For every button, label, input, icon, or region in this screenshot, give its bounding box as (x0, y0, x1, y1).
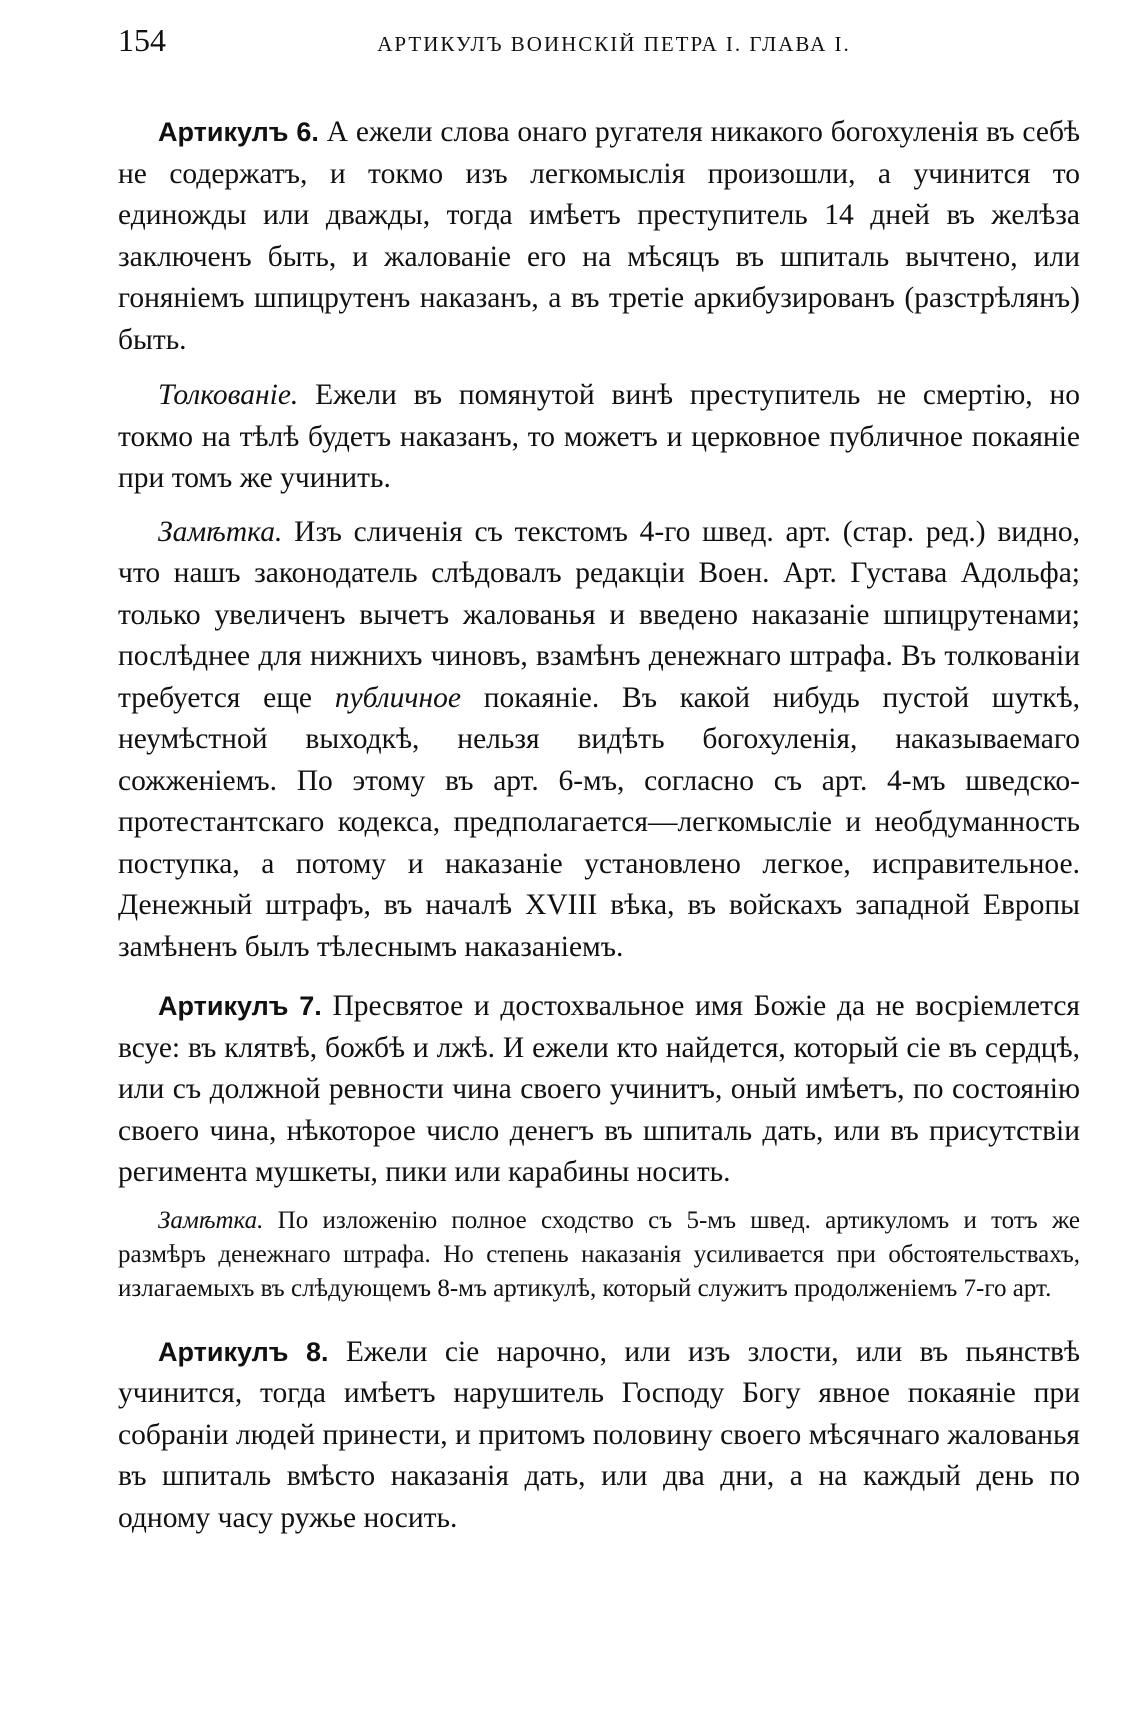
article-6 (118, 112, 1080, 361)
interpretation-6-text: Ежели въ помянутой винѣ преступитель не смертію, но токмо на тѣлѣ будетъ наказанъ, то можетъ и церковное публичное покаяніе при томъ же учинить. (118, 379, 1080, 494)
article-7 (118, 986, 1080, 1194)
note-6-text-before: Изъ сличенія съ текстомъ 4-го швед. арт. (стар. ред.) видно, что нашъ законодатель слѣдовалъ редакціи Воен. Арт. Густава Адольфа; только увеличенъ вычетъ жалованья и введено наказаніе шпицрутенами; послѣднее для нижнихъ чиновъ, взамѣнъ денежнаго штрафа. Въ толкованіи требуется еще (118, 515, 1080, 714)
article-8-text: Ежели сіе нарочно, или изъ злости, или въ пьянствѣ учинится, тогда имѣетъ нарушитель Господу Богу явное покаяніе при собраніи людей принести, и притомъ половину своего мѣсячнаго жалованья въ шпиталь вмѣсто наказанія дать, или два дни, а на каждый день по одному часу ружье носить. (118, 1335, 1080, 1534)
page-number: 154 (118, 22, 166, 58)
running-head: АРТИКУЛЪ ВОИНСКІЙ ПЕТРА І. ГЛАВА І. (377, 32, 851, 56)
interpretation-6-label: Толкованіе. (158, 379, 299, 411)
page-header (118, 22, 1080, 66)
book-page (118, 22, 1080, 1539)
note-7-label: Замѣтка. (158, 1206, 264, 1234)
article-6-label: Артикулъ 6. (158, 117, 319, 147)
article-7-text: Пресвятое и достохвальное имя Божіе да не восріемлется всуе: въ клятвѣ, божбѣ и лжѣ. И ежели кто найдется, который сіе въ сердцѣ, или съ должной ревности чина своего учинитъ, оный имѣетъ, по состоянію своего чина, нѣкоторое число денегъ въ шпиталь дать, или въ присутствіи регимента мушкеты, пики или карабины носить. (118, 990, 1080, 1188)
article-6-text: А ежели слова онаго ругателя никакого богохуленія въ себѣ не содержатъ, и токмо изъ легкомыслія произошли, а учинится то единожды или дважды, тогда имѣетъ преступитель 14 дней въ желѣза заключенъ быть, и жалованіе его на мѣсяцъ въ шпиталь вычтено, или гоняніемъ шпицрутенъ наказанъ, а въ третіе аркибузированъ (разстрѣлянъ) быть. (118, 116, 1080, 356)
article-8-label: Артикулъ 8. (158, 1336, 329, 1367)
note-6-text-after: покаяніе. Въ какой нибудь пустой шуткѣ, неумѣстной выходкѣ, нельзя видѣть богохуленія, наказываемаго сожженіемъ. По этому въ арт. 6-мъ, согласно съ арт. 4-мъ шведско-протестантскаго кодекса, предполагается—легкомысліе и необдуманность поступка, а потому и наказаніе установлено легкое, исправительное. Денежный штрафъ, въ началѣ XVIII вѣка, въ войскахъ западной Европы замѣненъ былъ тѣлеснымъ наказаніемъ. (118, 681, 1080, 963)
interpretation-6 (118, 375, 1080, 500)
note-6 (118, 512, 1080, 969)
article-8 (118, 1332, 1080, 1540)
note-6-emphasis: публичное (334, 681, 461, 714)
article-7-label: Артикулъ 7. (158, 991, 322, 1021)
note-7 (118, 1204, 1080, 1306)
note-6-label: Замѣтка. (158, 515, 283, 548)
note-7-text: По изложенію полное сходство съ 5-мъ швед. артикуломъ и тотъ же размѣръ денежнаго штрафа. Но степень наказанія усиливается при обстоятельствахъ, излагаемыхъ въ слѣдующемъ 8-мъ артикулѣ, который служитъ продолженіемъ 7-го арт. (118, 1206, 1081, 1302)
